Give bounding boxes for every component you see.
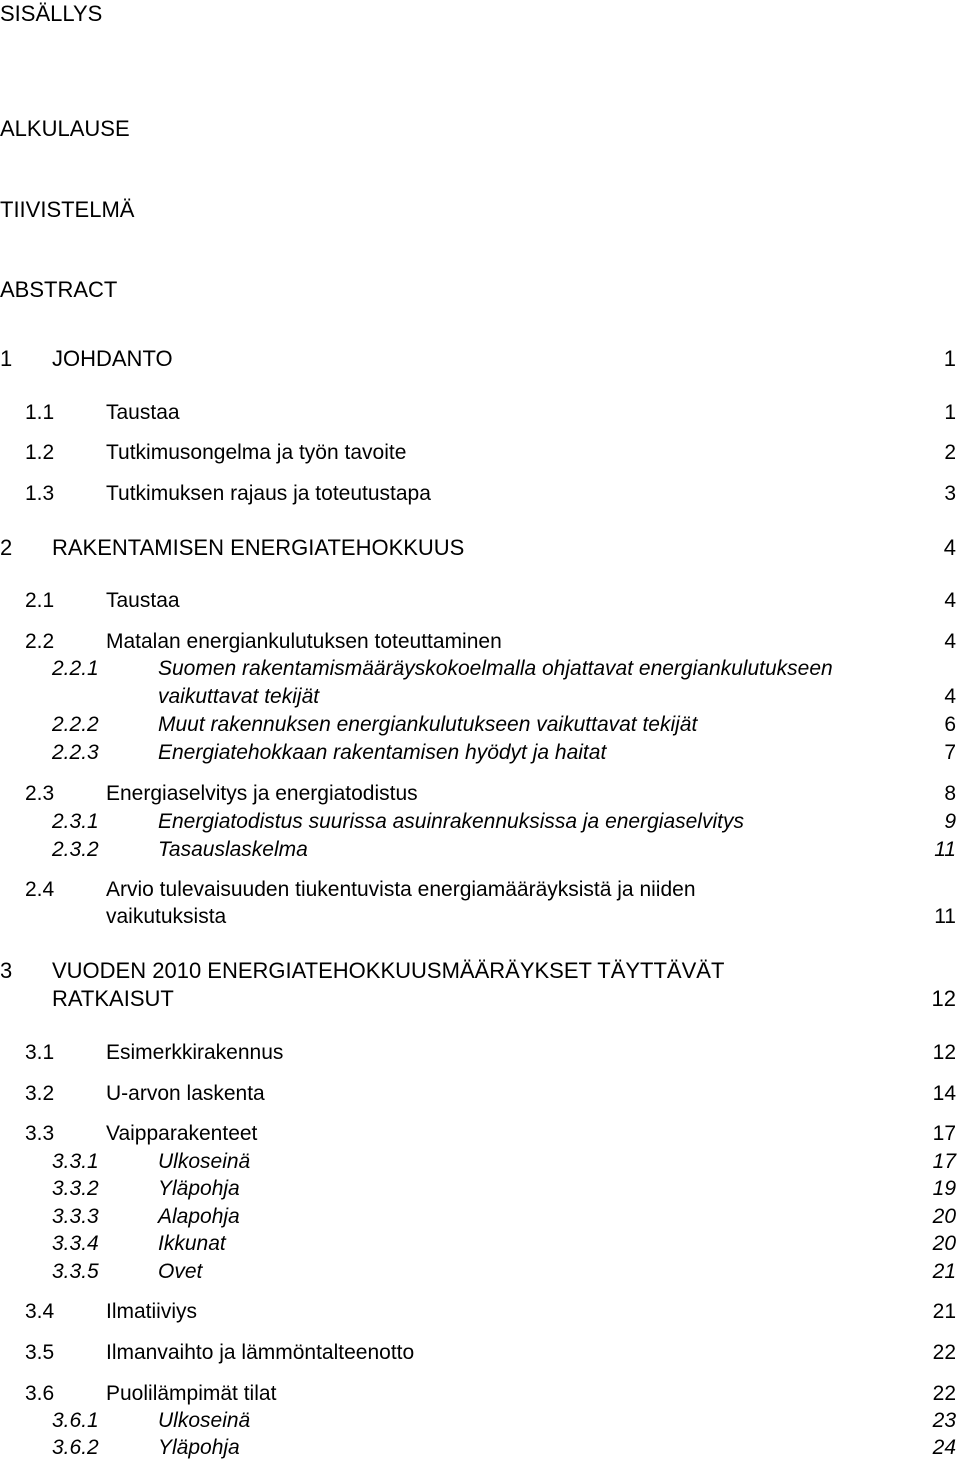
toc-entry-continuation <box>0 985 960 1013</box>
toc-entry-page: 8 <box>944 782 956 805</box>
toc-entry-title: Ovet <box>158 1260 203 1283</box>
toc-entry-number: 3.4 <box>25 1300 55 1323</box>
toc-entry-title: JOHDANTO <box>52 346 173 371</box>
toc-front-matter-title: TIIVISTELMÄ <box>0 197 135 222</box>
toc-entry-page: 11 <box>934 838 956 861</box>
toc-entry-number: 1.3 <box>25 482 55 505</box>
toc-entry-page: 6 <box>944 713 956 736</box>
toc-entry-page: 22 <box>932 1382 956 1405</box>
toc-entry-page: 24 <box>932 1436 956 1459</box>
toc-entry-title: Arvio tulevaisuuden tiukentuvista energiamääräyksistä ja niiden <box>106 878 696 901</box>
toc-entry-page: 4 <box>944 685 956 708</box>
toc-entry <box>0 780 960 808</box>
toc-entry <box>0 876 960 904</box>
toc-entry <box>0 655 960 683</box>
toc-entry-title-continued: vaikuttavat tekijät <box>158 685 320 708</box>
toc-entry <box>0 534 960 562</box>
toc-entry-title: Yläpohja <box>158 1177 240 1200</box>
toc-entry <box>0 1120 960 1148</box>
toc-entry <box>0 836 960 864</box>
toc-entry-page: 2 <box>944 441 956 464</box>
toc-entry-number: 3.6.1 <box>52 1409 99 1432</box>
toc-entry-title: VUODEN 2010 ENERGIATEHOKKUUSMÄÄRÄYKSET TÄYTTÄVÄT <box>52 958 725 983</box>
toc-entry-title: Muut rakennuksen energiankulutukseen vaikuttavat tekijät <box>158 713 698 736</box>
toc-entry-number: 2.2.1 <box>52 657 99 680</box>
toc-entry-title: Tutkimuksen rajaus ja toteutustapa <box>106 482 431 505</box>
toc-entry <box>0 1407 960 1435</box>
toc-entry-number: 3.5 <box>25 1341 55 1364</box>
toc-entry-number: 2.2.2 <box>52 713 99 736</box>
toc-entry-page: 4 <box>944 589 956 612</box>
toc-entry-number: 2.1 <box>25 589 55 612</box>
toc-entry-title: Ikkunat <box>158 1232 226 1255</box>
toc-front-matter-item <box>0 276 960 304</box>
toc-entry-page: 14 <box>932 1082 956 1105</box>
toc-entry-page: 4 <box>944 630 956 653</box>
toc-entry <box>0 1380 960 1408</box>
toc-heading <box>0 0 960 28</box>
toc-entry-title: Puolilämpimät tilat <box>106 1382 277 1405</box>
toc-entry-number: 2.2 <box>25 630 55 653</box>
toc-entry-number: 3 <box>0 958 13 983</box>
toc-entry-number: 3.2 <box>25 1082 55 1105</box>
toc-entry-page: 12 <box>931 986 956 1011</box>
toc-entry-page: 9 <box>944 810 956 833</box>
toc-entry-title: Energiaselvitys ja energiatodistus <box>106 782 418 805</box>
toc-entry-title: Vaipparakenteet <box>106 1122 258 1145</box>
toc-entry <box>0 1203 960 1231</box>
toc-entry-number: 2.3 <box>25 782 55 805</box>
toc-entry-title: Tutkimusongelma ja työn tavoite <box>106 441 407 464</box>
toc-entry-number: 3.3.3 <box>52 1205 99 1228</box>
toc-entry-number: 1.1 <box>25 401 55 424</box>
toc-entry-title: Taustaa <box>106 589 180 612</box>
toc-entry-title: Taustaa <box>106 401 180 424</box>
toc-entry-number: 3.3 <box>25 1122 55 1145</box>
toc-entry-page: 19 <box>932 1177 956 1200</box>
toc-entry-page: 21 <box>932 1300 956 1323</box>
toc-entry-title: Energiatehokkaan rakentamisen hyödyt ja haitat <box>158 741 607 764</box>
toc-entry-page: 12 <box>932 1041 956 1064</box>
toc-entry-title: Matalan energiankulutuksen toteuttaminen <box>106 630 502 653</box>
toc-entry <box>0 1230 960 1258</box>
toc-entry-page: 20 <box>932 1232 956 1255</box>
toc-entry <box>0 1298 960 1326</box>
toc-front-matter-title: ALKULAUSE <box>0 116 130 141</box>
toc-entry <box>0 480 960 508</box>
toc-entry <box>0 399 960 427</box>
toc-entry-title-continued: vaikutuksista <box>106 905 227 928</box>
toc-entry-page: 20 <box>932 1205 956 1228</box>
toc-entry-number: 3.3.5 <box>52 1260 99 1283</box>
toc-entry <box>0 628 960 656</box>
toc-entry-page: 11 <box>934 905 956 928</box>
toc-heading-text: SISÄLLYS <box>0 1 103 26</box>
toc-entry-title: Ilmanvaihto ja lämmöntalteenotto <box>106 1341 415 1364</box>
toc-entry-page: 17 <box>932 1150 956 1173</box>
toc-entry <box>0 1039 960 1067</box>
toc-entry <box>0 1339 960 1367</box>
toc-entry-title: Ulkoseinä <box>158 1150 251 1173</box>
toc-entry-page: 23 <box>932 1409 956 1432</box>
toc-entry-title: Ulkoseinä <box>158 1409 251 1432</box>
toc-entry-number: 2.2.3 <box>52 741 99 764</box>
toc-entry <box>0 808 960 836</box>
toc-entry-number: 3.6.2 <box>52 1436 99 1459</box>
toc-entry-number: 2.3.2 <box>52 838 99 861</box>
toc-entry-title: Suomen rakentamismääräyskokoelmalla ohjattavat energiankulutukseen <box>158 657 833 680</box>
toc-entry <box>0 345 960 373</box>
toc-entry-number: 3.1 <box>25 1041 55 1064</box>
toc-entry-number: 1.2 <box>25 441 55 464</box>
toc-entry-number: 3.3.4 <box>52 1232 99 1255</box>
toc-entry-page: 21 <box>932 1260 956 1283</box>
toc-entry <box>0 1148 960 1176</box>
toc-entry-title: Tasauslaskelma <box>158 838 308 861</box>
toc-entry <box>0 1080 960 1108</box>
toc-entry-title: Yläpohja <box>158 1436 240 1459</box>
toc-entry-title: Energiatodistus suurissa asuinrakennuksissa ja energiaselvitys <box>158 810 744 833</box>
toc-entry <box>0 1434 960 1462</box>
toc-entry <box>0 1175 960 1203</box>
toc-entry-page: 22 <box>932 1341 956 1364</box>
toc-entry-number: 3.3.2 <box>52 1177 99 1200</box>
toc-entry <box>0 711 960 739</box>
toc-entry-page: 7 <box>944 741 956 764</box>
toc-entry-title: Esimerkkirakennus <box>106 1041 284 1064</box>
toc-entry-number: 3.6 <box>25 1382 55 1405</box>
toc-entry-page: 1 <box>944 401 956 424</box>
toc-front-matter-title: ABSTRACT <box>0 277 118 302</box>
toc-entry-number: 2.3.1 <box>52 810 99 833</box>
toc-entry-continuation <box>0 903 960 931</box>
toc-front-matter-item <box>0 115 960 143</box>
toc-entry-number: 2.4 <box>25 878 55 901</box>
toc-entry <box>0 957 960 985</box>
toc-entry <box>0 587 960 615</box>
toc-entry-page: 17 <box>932 1122 956 1145</box>
toc-entry-title: Ilmatiiviys <box>106 1300 198 1323</box>
toc-entry <box>0 439 960 467</box>
toc-entry-title: Alapohja <box>158 1205 240 1228</box>
toc-entry-continuation <box>0 683 960 711</box>
toc-entry-number: 2 <box>0 535 13 560</box>
toc-entry-title: U-arvon laskenta <box>106 1082 265 1105</box>
toc-entry-number: 3.3.1 <box>52 1150 99 1173</box>
toc-entry-page: 1 <box>943 346 956 371</box>
toc-entry-title-continued: RATKAISUT <box>52 986 174 1011</box>
toc-entry-number: 1 <box>0 346 13 371</box>
toc-entry-page: 3 <box>944 482 956 505</box>
toc-front-matter-item <box>0 196 960 224</box>
toc-entry-page: 4 <box>943 535 956 560</box>
toc-entry <box>0 739 960 767</box>
toc-entry <box>0 1258 960 1286</box>
toc-entry-title: RAKENTAMISEN ENERGIATEHOKKUUS <box>52 535 465 560</box>
